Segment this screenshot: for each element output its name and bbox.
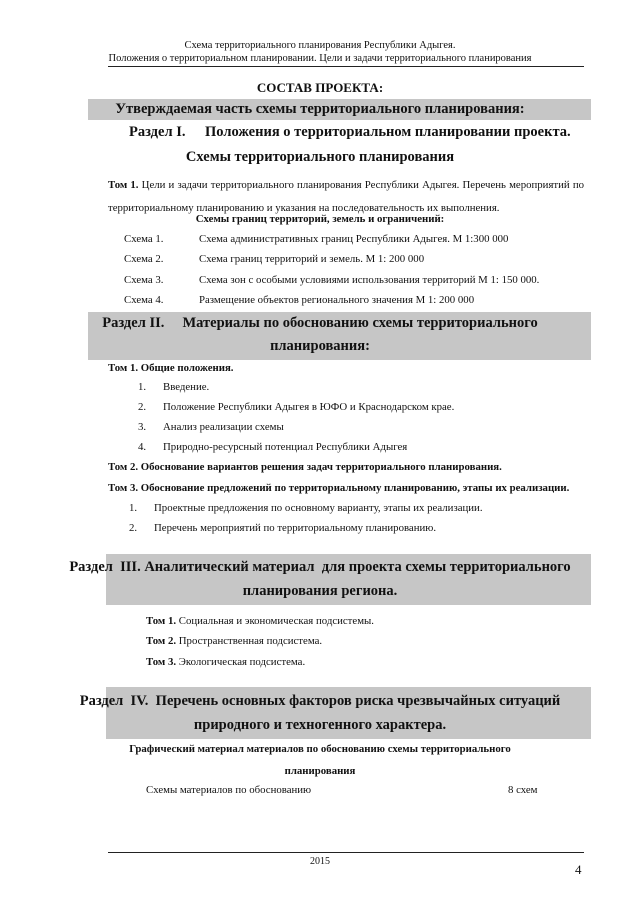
footer-year: 2015 [310,856,330,867]
list-item [129,502,483,514]
section-3-heading-line-2: планирования региона. [242,583,398,599]
section-4-heading-line-2: природного и техногенного характера. [193,717,447,733]
list-item-number: 2. [129,522,138,534]
list-item-number: 4. [138,441,147,453]
list-item-text: Введение. [163,381,210,393]
page-number: 4 [575,862,582,877]
tom-text: Социальная и экономическая подсистемы. [176,615,374,627]
list-item-number: 3. [138,421,147,433]
footer-divider [108,852,584,853]
list-item-number: 2. [138,401,147,413]
header-line-1: Схема территориального планирования Республики Адыгея. [184,40,456,51]
section-3-tom [146,615,374,627]
scheme-row [124,294,474,306]
section-2-heading-line-2: планирования: [270,338,370,354]
section-2-tom-3: Том 3. Обоснование предложений по территориальному планированию, этапы их реализации. [108,482,570,494]
section-1-subtitle: Схемы территориального планирования [185,149,455,165]
section-1-title: Положения о территориальном планировании проекта. [205,124,571,140]
list-item-number: 1. [138,381,147,393]
tom-label: Том 1. [146,615,177,627]
list-item [129,522,436,534]
scheme-text: Схема административных границ Республики Адыгея. М 1:300 000 [199,233,509,245]
scheme-label: Схема 3. [124,274,164,286]
schemes-heading: Схемы границ территорий, земель и ограничений: [195,213,445,225]
section-2-heading-line-1: Раздел II. Материалы по обоснованию схемы территориального [102,315,538,331]
scheme-row [124,274,539,286]
header-divider [108,66,584,67]
tom-label: Том 3. [146,656,177,668]
section-2-tom-1: Том 1. Общие положения. [108,362,234,374]
list-item [138,441,407,453]
schemes-materials-label: Схемы материалов по обоснованию [146,784,312,796]
tom-text: Цели и задачи территориального планирования Республики Адыгея. Перечень мероприятий по территориальному планированию и указания на последовательность их выполнения. [108,179,585,214]
header-line-2: Положения о территориальном планировании. Цели и задачи территориального планирования [108,53,532,64]
graphic-material-heading-line-1: Графический материал материалов по обоснованию схемы территориального [129,743,511,755]
list-item-text: Перечень мероприятий по территориальному планированию. [154,522,437,534]
scheme-row [124,253,424,265]
list-item-text: Проектные предложения по основному варианту, этапы их реализации. [154,502,483,514]
scheme-text: Схема зон с особыми условиями использования территорий М 1: 150 000. [199,274,540,286]
graphic-material-heading-line-2: планирования [284,765,356,777]
list-item [138,381,209,393]
list-item-text: Анализ реализации схемы [163,421,284,433]
section-4-heading-line-1: Раздел IV. Перечень основных факторов риска чрезвычайных ситуаций [79,693,561,709]
list-item [138,401,454,413]
tom-text: Пространственная подсистема. [176,635,323,647]
tom-label: Том 1. [108,179,139,191]
section-3-tom [146,656,305,668]
list-item-number: 1. [129,502,138,514]
tom-label: Том 2. [146,635,177,647]
section-3-tom [146,635,322,647]
scheme-text: Размещение объектов регионального значения М 1: 200 000 [199,294,475,306]
document-title: СОСТАВ ПРОЕКТА: [256,80,384,95]
scheme-label: Схема 2. [124,253,164,265]
section-2-tom-2: Том 2. Обоснование вариантов решения задач территориального планирования. [108,461,502,473]
section-1-label: Раздел I. [129,124,186,140]
schemes-count: 8 схем [508,784,538,796]
section-3-heading-line-1: Раздел III. Аналитический материал для проекта схемы территориального [69,559,571,575]
approved-part-heading: Утверждаемая часть схемы территориального планирования: [115,101,525,117]
scheme-label: Схема 4. [124,294,164,306]
scheme-row [124,233,508,245]
scheme-label: Схема 1. [124,233,164,245]
list-item-text: Природно-ресурсный потенциал Республики Адыгея [163,441,408,453]
list-item [138,421,284,433]
list-item-text: Положение Республики Адыгея в ЮФО и Краснодарском крае. [163,401,455,413]
tom-text: Экологическая подсистема. [176,656,306,668]
scheme-text: Схема границ территорий и земель. М 1: 200 000 [199,253,425,265]
